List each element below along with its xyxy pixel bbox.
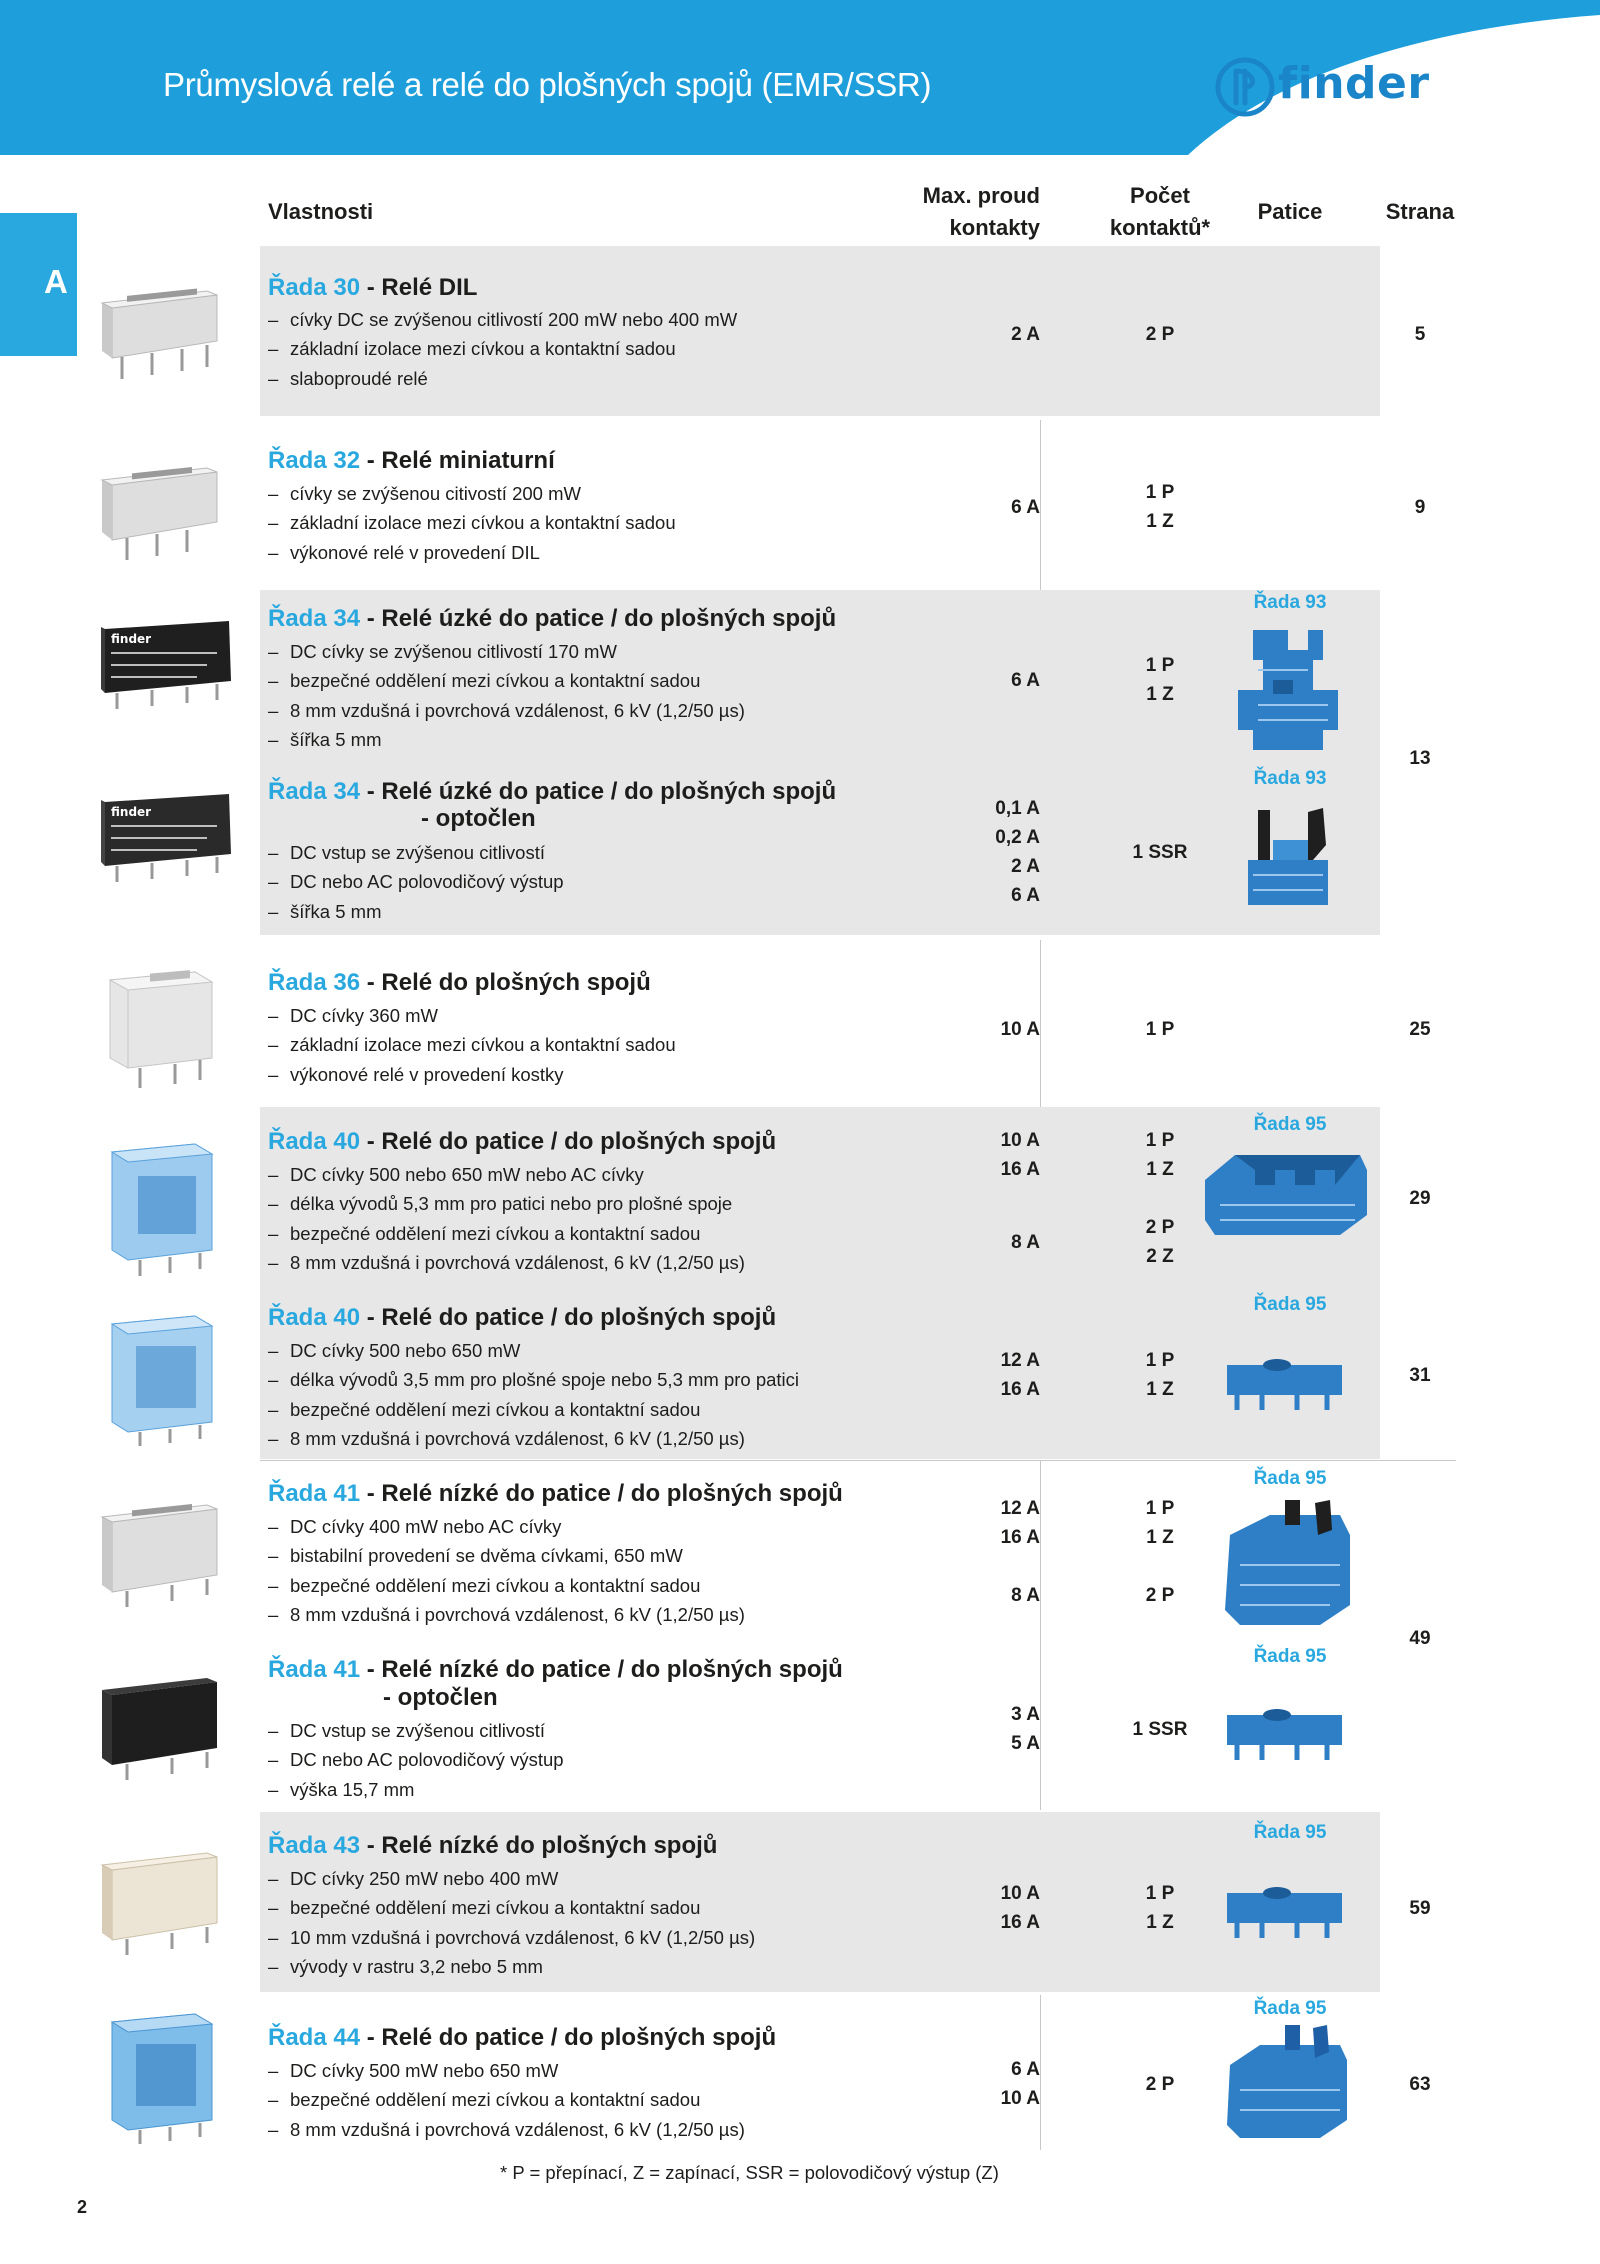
current-value: 2 A bbox=[1011, 856, 1040, 877]
relay-40b-page: 31 bbox=[1409, 1365, 1431, 1386]
relay-41-ssr-icon bbox=[97, 1670, 227, 1785]
relay-43-features bbox=[268, 1864, 755, 1982]
contact-value: 2 Z bbox=[1146, 1246, 1174, 1267]
rule bbox=[1040, 420, 1041, 590]
relay-43-name: - Relé nízké do plošných spojů bbox=[360, 1832, 718, 1859]
feature-item: – DC nebo AC polovodičový výstup bbox=[268, 1745, 564, 1774]
relay-41-ssr-current bbox=[940, 1700, 1040, 1758]
relay-41-socket-label: Řada 95 bbox=[1253, 1468, 1327, 1489]
relay-41-icon bbox=[97, 1497, 227, 1612]
feature-item: – DC cívky 500 mW nebo 650 mW bbox=[268, 2056, 745, 2085]
relay-40b-image bbox=[100, 1312, 225, 1457]
relay-34-socket-label: Řada 93 bbox=[1253, 592, 1327, 613]
contact-value: 1 Z bbox=[1146, 511, 1174, 532]
socket-95-icon bbox=[1215, 2020, 1355, 2140]
contact-value: 2 P bbox=[1145, 2074, 1175, 2095]
current-value: 5 A bbox=[1011, 1733, 1040, 1754]
relay-36-image bbox=[100, 968, 225, 1098]
feature-item: – slaboproudé relé bbox=[268, 364, 737, 393]
relay-36-title bbox=[268, 968, 651, 997]
relay-44-name: - Relé do patice / do plošných spojů bbox=[360, 2024, 777, 2051]
feature-item: – 8 mm vzdušná i povrchová vzdálenost, 6 kV (1,2/50 µs) bbox=[268, 1600, 745, 1629]
contact-value: 1 Z bbox=[1146, 1159, 1174, 1180]
relay-30-image bbox=[97, 283, 227, 393]
relay-41-series: Řada 41 bbox=[268, 1480, 361, 1507]
relay-34-ssr-icon bbox=[97, 790, 237, 890]
relay-34-ssr-title bbox=[268, 777, 836, 806]
feature-item: – šířka 5 mm bbox=[268, 725, 745, 754]
page-title: Průmyslová relé a relé do plošných spojů (EMR/SSR) bbox=[163, 66, 932, 103]
feature-item: – DC cívky 400 mW nebo AC cívky bbox=[268, 1512, 745, 1541]
col-header-contacts-line2: kontaktů* bbox=[1109, 215, 1211, 240]
contact-value: 1 P bbox=[1145, 655, 1175, 676]
feature-item: – DC cívky 250 mW nebo 400 mW bbox=[268, 1864, 755, 1893]
current-value: 6 A bbox=[1011, 497, 1040, 518]
current-value: 16 A bbox=[1000, 1912, 1040, 1933]
feature-item: – 8 mm vzdušná i povrchová vzdálenost, 6 kV (1,2/50 µs) bbox=[268, 1424, 799, 1453]
socket-93-icon bbox=[1228, 620, 1348, 760]
contact-value: 1 Z bbox=[1146, 1379, 1174, 1400]
relay-34-icon bbox=[97, 617, 237, 717]
feature-item: – 8 mm vzdušná i povrchová vzdálenost, 6 kV (1,2/50 µs) bbox=[268, 1248, 745, 1277]
relay-43-icon bbox=[97, 1845, 227, 1960]
relay-34-title bbox=[268, 604, 836, 633]
relay-41-ssr-features bbox=[268, 1716, 564, 1804]
relay-32-page: 9 bbox=[1414, 497, 1426, 518]
feature-item: – DC cívky 500 nebo 650 mW nebo AC cívky bbox=[268, 1160, 745, 1189]
section-tab: A bbox=[0, 213, 77, 356]
relay-34-ssr-contacts bbox=[1080, 838, 1240, 867]
feature-item: – DC cívky se zvýšenou citlivostí 170 mW bbox=[268, 637, 745, 666]
socket-93-icon bbox=[1228, 800, 1348, 915]
relay-40-name: - Relé do patice / do plošných spojů bbox=[360, 1128, 777, 1155]
relay-43-contacts bbox=[1080, 1879, 1240, 1937]
contact-value: 1 Z bbox=[1146, 1912, 1174, 1933]
relay-40b-name: - Relé do patice / do plošných spojů bbox=[360, 1304, 777, 1331]
relay-44-title bbox=[268, 2023, 776, 2052]
relay-44-page: 63 bbox=[1409, 2074, 1431, 2095]
current-value: 10 A bbox=[1000, 1130, 1040, 1151]
relay-34-image bbox=[97, 617, 237, 722]
relay-32-title bbox=[268, 446, 555, 475]
relay-40b-series: Řada 40 bbox=[268, 1304, 361, 1331]
feature-item: – DC cívky 360 mW bbox=[268, 1001, 676, 1030]
feature-item: – cívky DC se zvýšenou citlivostí 200 mW nebo 400 mW bbox=[268, 305, 737, 334]
feature-item: – výkonové relé v provedení DIL bbox=[268, 538, 676, 567]
col-header-contacts bbox=[1060, 180, 1260, 244]
rule bbox=[1040, 1460, 1041, 1810]
relay-30-icon bbox=[97, 283, 227, 388]
relay-41-ssr-contacts bbox=[1080, 1715, 1240, 1744]
contact-value: 2 P bbox=[1145, 1585, 1175, 1606]
relay-34-ssr-features bbox=[268, 838, 564, 926]
rule bbox=[1040, 1995, 1041, 2150]
relay-32-image bbox=[97, 460, 227, 575]
col-header-page: Strana bbox=[1385, 199, 1455, 224]
current-value: 16 A bbox=[1000, 1379, 1040, 1400]
relay-34-ssr-name: - Relé úzké do patice / do plošných spojů bbox=[360, 778, 837, 805]
relay-34-contacts bbox=[1080, 651, 1240, 709]
rule bbox=[260, 1460, 1456, 1461]
contact-value: 1 P bbox=[1145, 1350, 1175, 1371]
relay-43-current bbox=[940, 1879, 1040, 1937]
col-header-socket: Patice bbox=[1257, 199, 1323, 224]
feature-item: – základní izolace mezi cívkou a kontaktní sadou bbox=[268, 508, 676, 537]
feature-item: – 10 mm vzdušná i povrchová vzdálenost, 6 kV (1,2/50 µs) bbox=[268, 1923, 755, 1952]
relay-30-series: Řada 30 bbox=[268, 274, 361, 301]
relay-36-icon bbox=[100, 968, 225, 1093]
feature-item: – základní izolace mezi cívkou a kontaktní sadou bbox=[268, 334, 737, 363]
relay-40b-features bbox=[268, 1336, 799, 1454]
relay-43-socket-label: Řada 95 bbox=[1253, 1822, 1327, 1843]
socket-95-icon bbox=[1222, 1350, 1347, 1415]
current-value: 12 A bbox=[1000, 1498, 1040, 1519]
contact-value: 1 P bbox=[1145, 482, 1175, 503]
relay-34-ssr-title-line2: - optočlen bbox=[421, 805, 536, 832]
relay-41-image bbox=[97, 1497, 227, 1617]
relay-40-page: 29 bbox=[1409, 1188, 1431, 1209]
col-header-current bbox=[880, 180, 1040, 244]
relay-34-name: - Relé úzké do patice / do plošných spojů bbox=[360, 605, 837, 632]
feature-item: – výkonové relé v provedení kostky bbox=[268, 1060, 676, 1089]
feature-item: – DC nebo AC polovodičový výstup bbox=[268, 867, 564, 896]
current-value: 6 A bbox=[1011, 670, 1040, 691]
svg-text:finder: finder bbox=[111, 632, 152, 646]
current-value: 16 A bbox=[1000, 1159, 1040, 1180]
relay-44-socket-label: Řada 95 bbox=[1253, 1998, 1327, 2019]
relay-34-ssr-socket-label: Řada 93 bbox=[1253, 768, 1327, 789]
current-value: 0,1 A bbox=[995, 798, 1040, 819]
relay-32-name: - Relé miniaturní bbox=[360, 447, 555, 474]
feature-item: – bezpečné oddělení mezi cívkou a kontaktní sadou bbox=[268, 2085, 745, 2114]
footnote: * P = přepínací, Z = zapínací, SSR = polovodičový výstup (Z) bbox=[500, 2162, 999, 2183]
socket-95-icon bbox=[1210, 1495, 1360, 1630]
current-value: 10 A bbox=[1000, 1883, 1040, 1904]
relay-41-ssr-image bbox=[97, 1670, 227, 1790]
feature-item: – bezpečné oddělení mezi cívkou a kontaktní sadou bbox=[268, 1395, 799, 1424]
contact-value: 2 P bbox=[1145, 1217, 1175, 1238]
current-value: 16 A bbox=[1000, 1527, 1040, 1548]
contact-value: 1 P bbox=[1145, 1883, 1175, 1904]
feature-item: – výška 15,7 mm bbox=[268, 1775, 564, 1804]
relay-40-features bbox=[268, 1160, 745, 1278]
col-header-current-line2: kontakty bbox=[949, 215, 1040, 240]
relay-43-image bbox=[97, 1845, 227, 1965]
relay-43-title bbox=[268, 1831, 717, 1860]
relay-41-name: - Relé nízké do patice / do plošných spojů bbox=[360, 1480, 843, 1507]
relay-41-page: 49 bbox=[1409, 1628, 1431, 1649]
feature-item: – bezpečné oddělení mezi cívkou a kontaktní sadou bbox=[268, 666, 745, 695]
finder-logo-text: finder bbox=[1278, 58, 1430, 109]
relay-41-ssr-title-line2: - optočlen bbox=[383, 1684, 498, 1711]
feature-item: – DC cívky 500 nebo 650 mW bbox=[268, 1336, 799, 1365]
col-header-properties: Vlastnosti bbox=[268, 199, 374, 224]
relay-30-current bbox=[940, 320, 1040, 349]
contact-value: 2 P bbox=[1145, 324, 1175, 345]
contact-value: 1 Z bbox=[1146, 1527, 1174, 1548]
relay-30-name: - Relé DIL bbox=[360, 274, 478, 301]
socket-95-icon bbox=[1222, 1700, 1347, 1765]
relay-40-series: Řada 40 bbox=[268, 1128, 361, 1155]
contact-value: 1 SSR bbox=[1132, 1719, 1188, 1740]
col-header-current-line1: Max. proud bbox=[922, 183, 1040, 208]
relay-44-current bbox=[940, 2055, 1040, 2113]
feature-item: – 8 mm vzdušná i povrchová vzdálenost, 6 kV (1,2/50 µs) bbox=[268, 696, 745, 725]
relay-41-current bbox=[940, 1494, 1040, 1610]
relay-40b-current bbox=[940, 1346, 1040, 1404]
relay-34-current bbox=[940, 666, 1040, 695]
feature-item: – 8 mm vzdušná i povrchová vzdálenost, 6 kV (1,2/50 µs) bbox=[268, 2115, 745, 2144]
relay-32-features bbox=[268, 479, 676, 567]
feature-item: – bezpečné oddělení mezi cívkou a kontaktní sadou bbox=[268, 1219, 745, 1248]
col-header-contacts-line1: Počet bbox=[1130, 183, 1190, 208]
relay-34-ssr-current bbox=[940, 794, 1040, 910]
relay-44-image bbox=[100, 2010, 225, 2155]
relay-40b-title bbox=[268, 1303, 776, 1332]
page-number: 2 bbox=[77, 2197, 88, 2217]
relay-30-title bbox=[268, 273, 477, 302]
feature-item: – vývody v rastru 3,2 nebo 5 mm bbox=[268, 1952, 755, 1981]
page-header bbox=[0, 0, 1600, 155]
relay-41-features bbox=[268, 1512, 745, 1630]
relay-36-contacts bbox=[1080, 1015, 1240, 1044]
relay-30-page: 5 bbox=[1414, 324, 1426, 345]
svg-text:finder: finder bbox=[111, 805, 152, 819]
socket-95-icon bbox=[1195, 1145, 1375, 1240]
relay-40b-icon bbox=[100, 1312, 225, 1452]
feature-item: – délka vývodů 5,3 mm pro patici nebo pro plošné spoje bbox=[268, 1189, 745, 1218]
relay-32-series: Řada 32 bbox=[268, 447, 361, 474]
current-value: 10 A bbox=[1000, 2088, 1040, 2109]
contact-value: 1 P bbox=[1145, 1019, 1175, 1040]
current-value: 8 A bbox=[1011, 1232, 1040, 1253]
relay-40b-contacts bbox=[1080, 1346, 1240, 1404]
relay-40-icon bbox=[100, 1140, 225, 1280]
relay-34-features bbox=[268, 637, 745, 755]
relay-40-image bbox=[100, 1140, 225, 1285]
relay-36-current bbox=[940, 1015, 1040, 1044]
relay-32-current bbox=[940, 493, 1040, 522]
feature-item: – bezpečné oddělení mezi cívkou a kontaktní sadou bbox=[268, 1571, 745, 1600]
feature-item: – šířka 5 mm bbox=[268, 897, 564, 926]
relay-41-title bbox=[268, 1479, 843, 1508]
relay-36-page: 25 bbox=[1409, 1019, 1431, 1040]
relay-30-contacts bbox=[1080, 320, 1240, 349]
feature-item: – základní izolace mezi cívkou a kontaktní sadou bbox=[268, 1030, 676, 1059]
contact-value: 1 P bbox=[1145, 1498, 1175, 1519]
relay-44-icon bbox=[100, 2010, 225, 2150]
relay-34-series: Řada 34 bbox=[268, 605, 361, 632]
relay-30-features bbox=[268, 305, 737, 393]
current-value: 0,2 A bbox=[995, 827, 1040, 848]
feature-item: – DC vstup se zvýšenou citlivostí bbox=[268, 838, 564, 867]
relay-44-series: Řada 44 bbox=[268, 2024, 361, 2051]
relay-40b-socket-label: Řada 95 bbox=[1253, 1294, 1327, 1315]
relay-40-current bbox=[940, 1126, 1040, 1257]
relay-32-icon bbox=[97, 460, 227, 570]
relay-43-series: Řada 43 bbox=[268, 1832, 361, 1859]
relay-41-ssr-socket-label: Řada 95 bbox=[1253, 1646, 1327, 1667]
current-value: 12 A bbox=[1000, 1350, 1040, 1371]
socket-95-icon bbox=[1222, 1878, 1347, 1943]
current-value: 8 A bbox=[1011, 1585, 1040, 1606]
current-value: 6 A bbox=[1011, 885, 1040, 906]
feature-item: – cívky se zvýšenou citivostí 200 mW bbox=[268, 479, 676, 508]
current-value: 3 A bbox=[1011, 1704, 1040, 1725]
contact-value: 1 Z bbox=[1146, 684, 1174, 705]
feature-item: – DC vstup se zvýšenou citlivostí bbox=[268, 1716, 564, 1745]
current-value: 10 A bbox=[1000, 1019, 1040, 1040]
relay-44-features bbox=[268, 2056, 745, 2144]
rule bbox=[1040, 940, 1041, 1107]
contact-value: 1 P bbox=[1145, 1130, 1175, 1151]
relay-34-ssr-series: Řada 34 bbox=[268, 778, 361, 805]
relay-32-contacts bbox=[1080, 478, 1240, 536]
current-value: 2 A bbox=[1011, 324, 1040, 345]
relay-41-ssr-title bbox=[268, 1655, 843, 1684]
relay-41-ssr-series: Řada 41 bbox=[268, 1656, 361, 1683]
finder-logo bbox=[1214, 54, 1454, 120]
feature-item: – délka vývodů 3,5 mm pro plošné spoje nebo 5,3 mm pro patici bbox=[268, 1365, 799, 1394]
feature-item: – bezpečné oddělení mezi cívkou a kontaktní sadou bbox=[268, 1893, 755, 1922]
feature-item: – bistabilní provedení se dvěma cívkami, 650 mW bbox=[268, 1541, 745, 1570]
contact-value: 1 SSR bbox=[1132, 842, 1188, 863]
relay-36-features bbox=[268, 1001, 676, 1089]
relay-41-ssr-name: - Relé nízké do patice / do plošných spojů bbox=[360, 1656, 843, 1683]
current-value: 6 A bbox=[1011, 2059, 1040, 2080]
relay-34-ssr-image bbox=[97, 790, 237, 895]
relay-40-title bbox=[268, 1127, 776, 1156]
relay-43-page: 59 bbox=[1409, 1898, 1431, 1919]
relay-36-name: - Relé do plošných spojů bbox=[360, 969, 651, 996]
relay-34-page: 13 bbox=[1409, 748, 1431, 769]
finder-logo-mark bbox=[1214, 56, 1276, 118]
relay-40-socket-label: Řada 95 bbox=[1253, 1114, 1327, 1135]
relay-36-series: Řada 36 bbox=[268, 969, 361, 996]
